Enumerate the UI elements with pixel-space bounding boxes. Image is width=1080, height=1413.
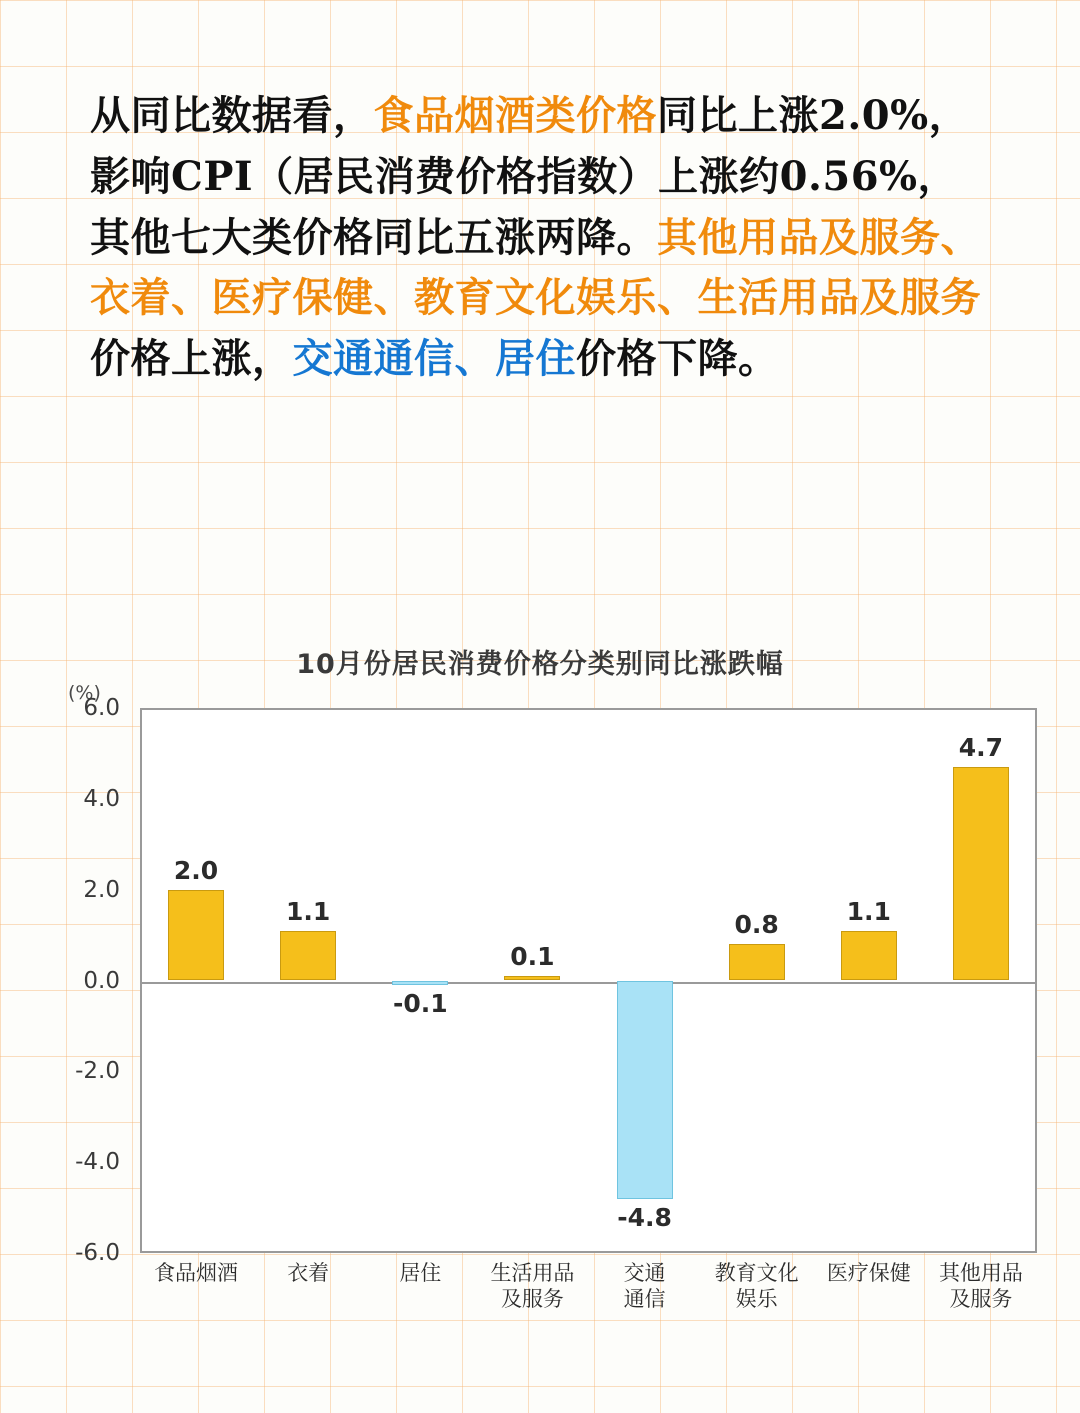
x-axis-label <box>140 1260 252 1286</box>
bar-value-label: 2.0 <box>173 855 219 885</box>
x-axis-label-line: 食品烟酒 <box>154 1261 239 1285</box>
text-segment-2: 同比上涨2.0%，影响CPI（居民消费价格指数）上涨约0.56%，其他七大类价格同比五涨两降。 <box>90 92 970 261</box>
bar-value-label: 1.1 <box>286 896 331 926</box>
x-axis-label <box>364 1260 476 1286</box>
y-axis-tick: 4.0 <box>83 785 120 812</box>
x-axis-label-line: 医疗保健 <box>826 1261 911 1285</box>
bar-value-label: -0.1 <box>392 989 448 1019</box>
text-segment-3: 其他用品及服务、衣着、医疗保健、教育文化娱乐、生活用品及服务 <box>90 213 981 322</box>
y-axis-tick: 6.0 <box>83 695 120 721</box>
bar-slot <box>140 708 252 1253</box>
bar-slot <box>701 708 813 1253</box>
x-axis-label <box>813 1260 925 1286</box>
x-axis-label <box>589 1260 701 1313</box>
text-segment-1: 食品烟酒类价格 <box>373 92 657 139</box>
bar-slot <box>476 708 588 1253</box>
x-axis-label-line: 及服务 <box>949 1287 1013 1312</box>
y-axis-tick: -6.0 <box>75 1240 120 1266</box>
bar[interactable] <box>168 890 224 981</box>
bar-series <box>140 708 1037 1253</box>
article-paragraph <box>90 86 990 390</box>
bar-slot <box>925 708 1037 1253</box>
x-axis-label-line: 教育文化 <box>714 1261 799 1285</box>
x-axis-label <box>925 1260 1037 1313</box>
y-axis-tick: -4.0 <box>75 1149 120 1176</box>
chart-unit-label: (%) <box>68 682 101 704</box>
bar-value-label: 0.8 <box>734 910 779 940</box>
x-axis-label-line: 居住 <box>399 1261 442 1285</box>
text-segment-0: 从同比数据看， <box>90 92 374 139</box>
x-axis-labels <box>140 1260 1037 1348</box>
bar[interactable] <box>953 767 1009 980</box>
text-segment-6: 价格下降。 <box>576 335 779 383</box>
bar-slot <box>589 708 701 1253</box>
bar-slot <box>364 708 476 1253</box>
bar[interactable] <box>841 931 897 981</box>
chart-title: 10月份居民消费价格分类别同比涨跌幅 <box>296 649 784 680</box>
x-axis-label-line: 交通 <box>623 1261 666 1285</box>
bar-value-label: -4.8 <box>617 1202 672 1232</box>
x-axis-label <box>252 1260 364 1286</box>
x-axis-label-line: 生活用品 <box>490 1261 575 1285</box>
bar-slot <box>252 708 364 1253</box>
x-axis-label-line: 其他用品 <box>938 1261 1023 1285</box>
x-axis-label-line: 通信 <box>623 1287 666 1312</box>
bar[interactable] <box>617 981 673 1199</box>
bar-value-label: 1.1 <box>846 896 891 926</box>
bar-slot <box>813 708 925 1253</box>
y-axis-tick: 2.0 <box>83 876 120 903</box>
y-axis-tick: 0.0 <box>83 967 120 994</box>
bar-value-label: 4.7 <box>958 733 1004 763</box>
x-axis-label-line: 衣着 <box>287 1261 330 1285</box>
bar[interactable] <box>504 976 560 981</box>
x-axis-label-line: 及服务 <box>500 1287 564 1312</box>
text-segment-5: 交通通信、居住 <box>292 335 576 383</box>
text-segment-4: 价格上涨， <box>90 335 293 383</box>
x-axis-label <box>701 1260 813 1313</box>
y-axis-tick: -2.0 <box>75 1058 120 1085</box>
bar[interactable] <box>729 944 785 980</box>
bar[interactable] <box>280 931 336 981</box>
x-axis-label-line: 娱乐 <box>735 1287 778 1312</box>
bar-value-label: 0.1 <box>510 941 555 971</box>
bar[interactable] <box>392 981 448 986</box>
cpi-bar-chart <box>20 620 1060 1350</box>
x-axis-label <box>476 1260 588 1313</box>
